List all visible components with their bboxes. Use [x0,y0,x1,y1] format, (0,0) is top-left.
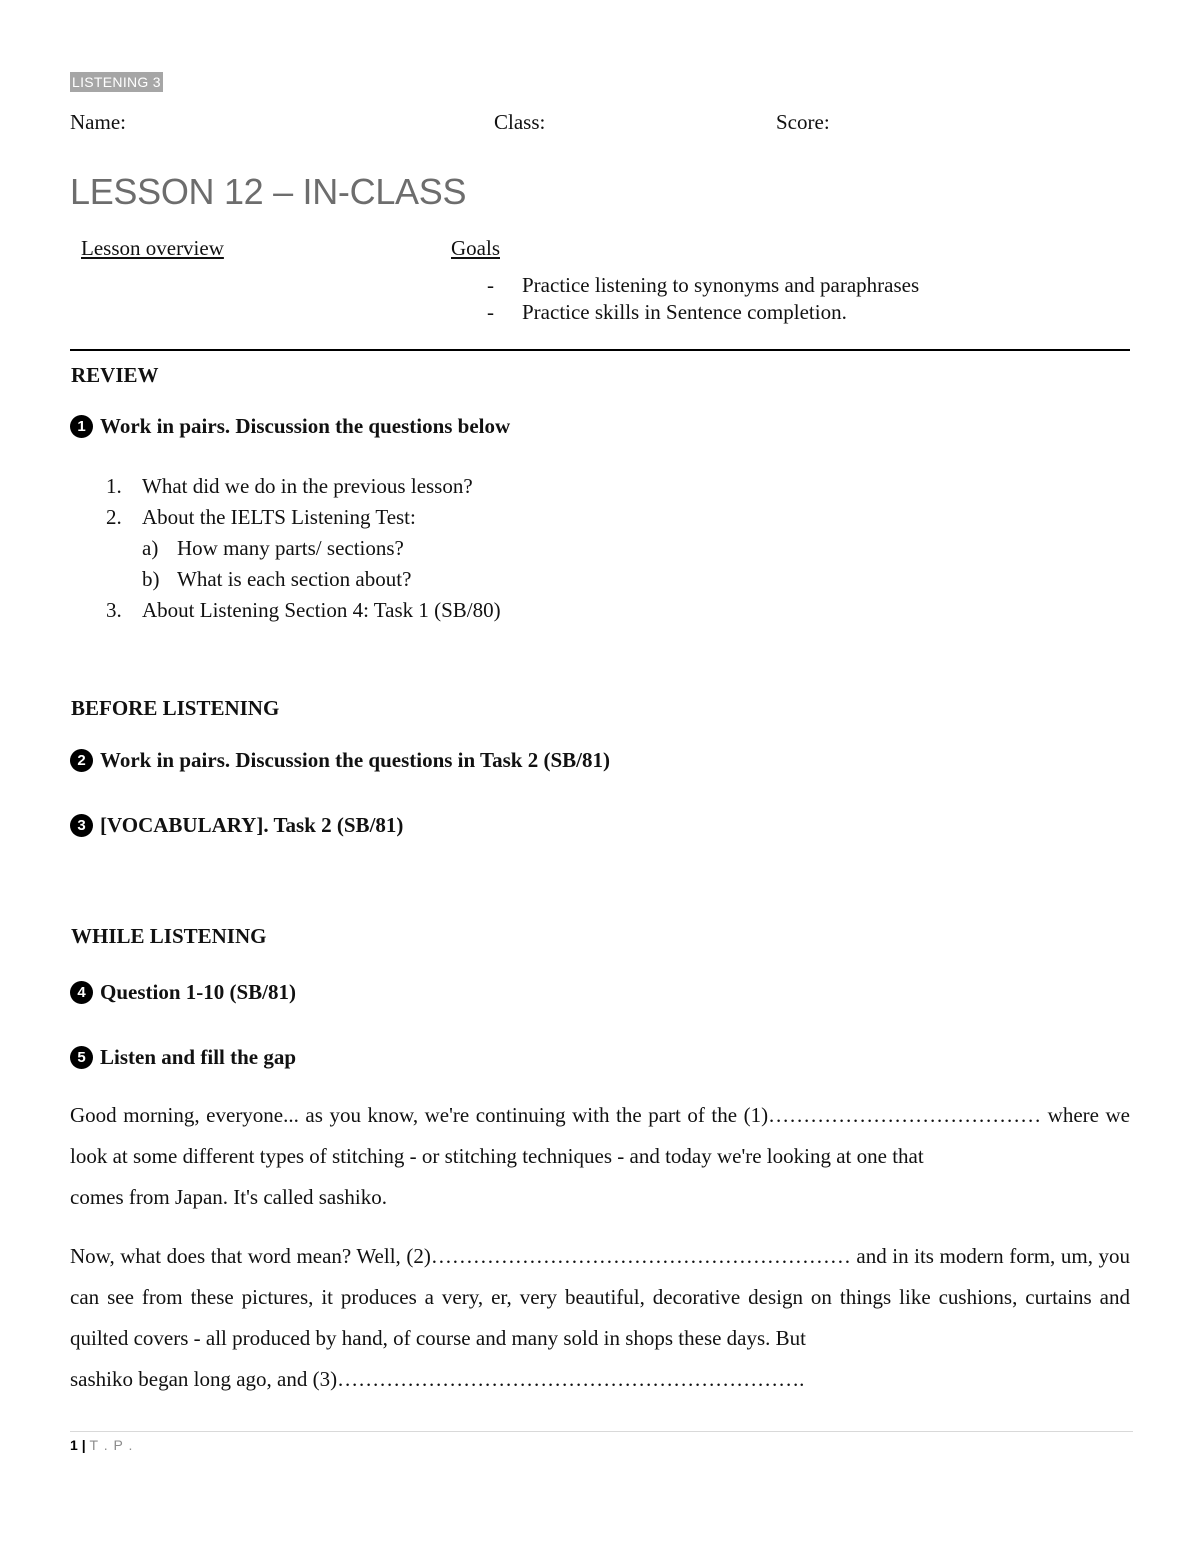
while-listening-heading: WHILE LISTENING [71,924,267,948]
page-number: 1 [70,1437,78,1453]
before-task-2 [70,748,610,773]
sublist-marker: a) [142,536,159,560]
page-footer [70,1437,133,1453]
before-task-2-text: Work in pairs. Discussion the questions in Task 2 (SB/81) [100,748,610,772]
sublist-item: How many parts/ sections? [177,536,404,560]
list-item: About Listening Section 4: Task 1 (SB/80) [142,598,501,622]
while-task-5 [70,1045,296,1070]
task-number-badge: 1 [70,415,93,438]
task-number-badge: 5 [70,1046,93,1069]
before-listening-heading: BEFORE LISTENING [71,696,280,720]
sublist-marker: b) [142,567,160,591]
goal-bullet: - [487,273,494,297]
class-label: Class: [494,110,546,134]
before-task-3-text: [VOCABULARY]. Task 2 (SB/81) [100,813,404,837]
task-number-badge: 4 [70,981,93,1004]
goal-item: Practice listening to synonyms and paraphrases [522,273,920,297]
review-task [70,414,510,439]
footer-divider [70,1431,1133,1432]
list-item: About the IELTS Listening Test: [142,505,416,529]
while-task-4 [70,980,296,1005]
paragraph-1-last-line: comes from Japan. It's called sashiko. [70,1185,387,1209]
score-label: Score: [776,110,830,134]
list-marker: 3. [106,598,122,622]
gap-fill-paragraph-1 [70,1095,1130,1218]
goals-heading: Goals [451,236,500,260]
goal-bullet: - [487,300,494,324]
footer-initials: T . P . [89,1437,134,1453]
before-task-3 [70,813,403,838]
list-marker: 1. [106,474,122,498]
footer-separator: | [81,1437,86,1453]
list-marker: 2. [106,505,122,529]
page-title: LESSON 12 – IN-CLASS [70,171,467,212]
while-task-5-text: Listen and fill the gap [100,1045,297,1069]
list-item: What did we do in the previous lesson? [142,474,473,498]
paragraph-1-text: Good morning, everyone... as you know, we're continuing with the part of the (1)………………………………… where we look at some different types of stitching - or stitching techniques - and today we're looking at one that [70,1103,1130,1168]
sublist-item: What is each section about? [177,567,412,591]
task-number-badge: 3 [70,814,93,837]
review-heading: REVIEW [71,363,159,387]
subject-tag: LISTENING 3 [72,74,161,90]
goal-item: Practice skills in Sentence completion. [522,300,847,324]
name-label: Name: [70,110,126,134]
review-task-text: Work in pairs. Discussion the questions below [100,414,511,438]
paragraph-2-last-line: sashiko began long ago, and (3)…………………………………………………………. [70,1367,805,1391]
gap-fill-paragraph-2 [70,1236,1130,1400]
section-divider [70,349,1130,351]
paragraph-2-text: Now, what does that word mean? Well, (2)…………………………………………………… and in its modern form, um, you can see from these pictures, it produces a very, er, very beautiful, decorative design on things like cushions, curtains and quilted covers - all produced by hand, of course and many sold in shops these days. But [70,1244,1130,1350]
while-task-4-text: Question 1-10 (SB/81) [100,980,297,1004]
task-number-badge: 2 [70,749,93,772]
lesson-overview-heading: Lesson overview [81,236,224,260]
